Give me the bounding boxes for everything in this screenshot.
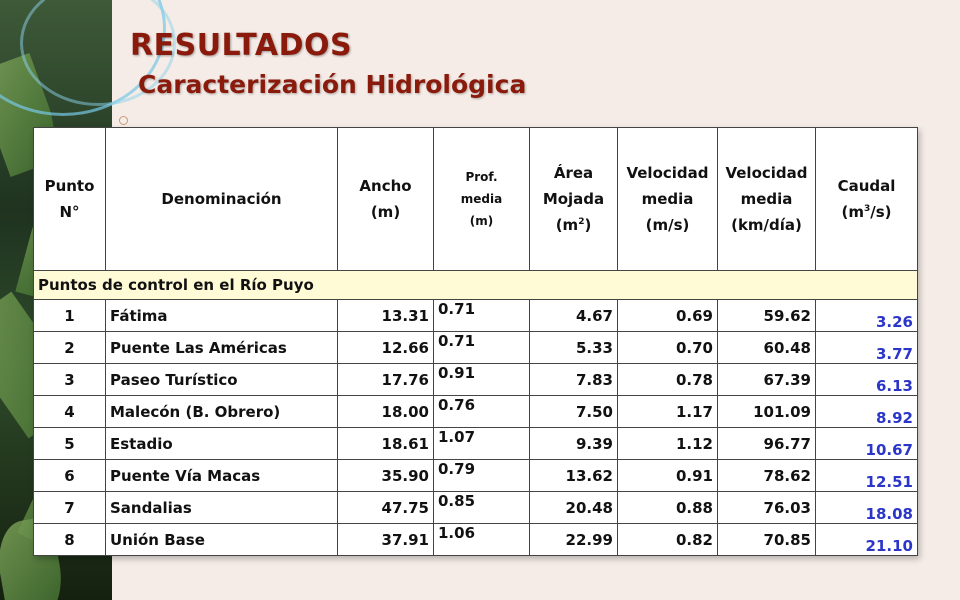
cell-prof: 0.71 — [434, 332, 530, 364]
header-denominacion: Denominación — [106, 128, 338, 271]
cell-caudal: 3.26 — [816, 300, 918, 332]
table-row — [34, 332, 918, 364]
cell-vel: 1.17 — [618, 396, 718, 428]
cell-ancho: 35.90 — [338, 460, 434, 492]
cell-velkm: 78.62 — [718, 460, 816, 492]
section-row — [34, 271, 918, 300]
page-title: RESULTADOS — [130, 28, 353, 63]
cell-ancho: 37.91 — [338, 524, 434, 556]
cell-vel: 0.82 — [618, 524, 718, 556]
table-row — [34, 364, 918, 396]
header-velocidad-ms: Velocidad media (m/s) — [618, 128, 718, 271]
cell-denominacion: Fátima — [106, 300, 338, 332]
cell-ancho: 13.31 — [338, 300, 434, 332]
cell-prof: 0.76 — [434, 396, 530, 428]
cell-ancho: 47.75 — [338, 492, 434, 524]
cell-ancho: 18.00 — [338, 396, 434, 428]
cell-denominacion: Malecón (B. Obrero) — [106, 396, 338, 428]
table-row — [34, 428, 918, 460]
cell-punto: 1 — [34, 300, 106, 332]
cell-velkm: 96.77 — [718, 428, 816, 460]
table-row — [34, 492, 918, 524]
table-row — [34, 460, 918, 492]
cell-area: 7.50 — [530, 396, 618, 428]
cell-velkm: 101.09 — [718, 396, 816, 428]
cell-ancho: 12.66 — [338, 332, 434, 364]
table-header-row — [34, 128, 918, 271]
table-row — [34, 524, 918, 556]
header-area-mojada: Área Mojada $(m^2)$ — [530, 128, 618, 271]
cell-prof: 1.07 — [434, 428, 530, 460]
cell-punto: 8 — [34, 524, 106, 556]
cell-ancho: 18.61 — [338, 428, 434, 460]
cell-vel: 0.70 — [618, 332, 718, 364]
cell-punto: 4 — [34, 396, 106, 428]
header-punto: Punto N° — [34, 128, 106, 271]
cell-prof: 0.91 — [434, 364, 530, 396]
cell-velkm: 70.85 — [718, 524, 816, 556]
cell-prof: 0.71 — [434, 300, 530, 332]
cell-velkm: 67.39 — [718, 364, 816, 396]
cell-velkm: 60.48 — [718, 332, 816, 364]
cell-punto: 5 — [34, 428, 106, 460]
cell-caudal: 3.77 — [816, 332, 918, 364]
bullet-dot — [119, 116, 128, 125]
cell-punto: 3 — [34, 364, 106, 396]
cell-caudal: 6.13 — [816, 364, 918, 396]
cell-denominacion: Sandalias — [106, 492, 338, 524]
results-table — [33, 127, 918, 556]
cell-vel: 1.12 — [618, 428, 718, 460]
cell-caudal: 10.67 — [816, 428, 918, 460]
header-prof-media: Prof. media (m) — [434, 128, 530, 271]
cell-prof: 1.06 — [434, 524, 530, 556]
cell-punto: 2 — [34, 332, 106, 364]
table-row — [34, 300, 918, 332]
cell-area: 4.67 — [530, 300, 618, 332]
cell-denominacion: Estadio — [106, 428, 338, 460]
cell-area: 13.62 — [530, 460, 618, 492]
cell-denominacion: Paseo Turístico — [106, 364, 338, 396]
cell-caudal: 18.08 — [816, 492, 918, 524]
page-subtitle: Caracterización Hidrológica — [138, 70, 527, 99]
cell-area: 5.33 — [530, 332, 618, 364]
table-row — [34, 396, 918, 428]
cell-punto: 7 — [34, 492, 106, 524]
cell-denominacion: Unión Base — [106, 524, 338, 556]
cell-prof: 0.79 — [434, 460, 530, 492]
cell-ancho: 17.76 — [338, 364, 434, 396]
header-velocidad-kmdia: Velocidad media (km/día) — [718, 128, 816, 271]
cell-area: 22.99 — [530, 524, 618, 556]
cell-caudal: 12.51 — [816, 460, 918, 492]
cell-area: 7.83 — [530, 364, 618, 396]
cell-velkm: 59.62 — [718, 300, 816, 332]
cell-caudal: 8.92 — [816, 396, 918, 428]
header-ancho: Ancho (m) — [338, 128, 434, 271]
cell-area: 9.39 — [530, 428, 618, 460]
cell-area: 20.48 — [530, 492, 618, 524]
cell-denominacion: Puente Vía Macas — [106, 460, 338, 492]
cell-vel: 0.69 — [618, 300, 718, 332]
cell-denominacion: Puente Las Américas — [106, 332, 338, 364]
section-label: Puntos de control en el Río Puyo — [34, 271, 918, 300]
cell-vel: 0.78 — [618, 364, 718, 396]
cell-velkm: 76.03 — [718, 492, 816, 524]
header-caudal: Caudal $(m^3/s)$ — [816, 128, 918, 271]
cell-punto: 6 — [34, 460, 106, 492]
cell-caudal: 21.10 — [816, 524, 918, 556]
cell-vel: 0.91 — [618, 460, 718, 492]
cell-vel: 0.88 — [618, 492, 718, 524]
cell-prof: 0.85 — [434, 492, 530, 524]
